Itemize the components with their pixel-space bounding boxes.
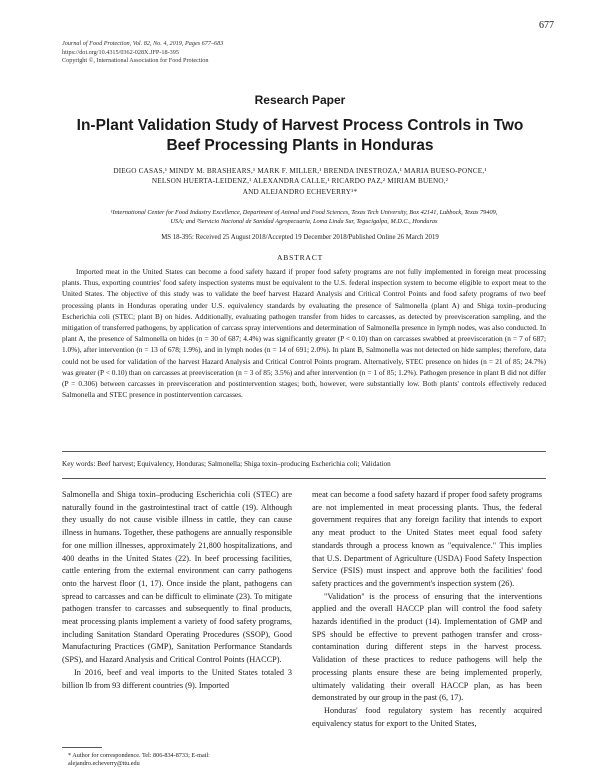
body-column-left (62, 489, 292, 692)
footnote-line-1: * Author for correspondence. Tel: 806-834-8733; E-mail: (68, 752, 210, 759)
abstract-text: Imported meat in the United States can become a food safety hazard if proper food safety programs are not fully implemented in foreign meat processing plants. Thus, exporting countries' food safety inspection systems must be equivalent to the U.S. federal inspection system to become eligible to export meat to the United States. The objective of this study was to validate the beef harvest Hazard Analysis and Critical Control Points and food safety programs of two beef processing plants in Honduras operating under U.S. equivalency standards by evaluating the presence of Salmonella (plant A) and Shiga toxin–producing Escherichia coli (STEC; plant B) on hides. Additionally, evaluating pathogen transfer from hides to carcasses, as detected by preevisceration sampling, and the mitigation of transferred pathogens, by application of carcass spray interventions and determination of Salmonella presence in lymph nodes, was also conducted. In plant A, the presence of Salmonella on hides (n = 30 of 687; 4.4%) was significantly greater (P < 0.10) than on carcasses swabbed at preevisceration (n = 7 of 687; 1.0%), after intervention (n = 13 of 678; 1.9%), and in lymph nodes (n = 14 of 691; 2.0%). In plant B, Salmonella was not detected on hide samples; therefore, data could not be used for validation of the harvest Hazard Analysis and Critical Control Points program. Alternatively, STEC presence on hides (n = 21 of 85; 24.7%) was greater (P < 0.10) than on carcasses at preevisceration (n = 3 of 85; 3.5%) and after intervention (n = 1 of 85; 1.2%). Pathogen presence in plant B did not differ (P = 0.306) between carcasses in preevisceration and postintervention stages; both, however, were substantially low. Both plants' controls effectively reduced Salmonella and STEC presence in postintervention carcasses. (62, 267, 546, 400)
honduras-paragraph: Honduras' food regulatory system has recently acquired equivalency status for export to the United States, (312, 705, 542, 728)
validation-paragraph: "Validation" is the process of ensuring that the interventions applied and the overall HACCP plan will control the food safety hazards identified in the product (14). Implementation of GMP and SPS should be effective to prevent pathogen transfer and cross-contamination during different steps in the harvest process. Validation of these practices to reduce pathogens will help the processing plants ensure these are being implemented properly, ultimately validating their overall HACCP plan, as has been demonstrated by our group in the past (6, 17). (312, 591, 542, 703)
intro-paragraph-1: Salmonella and Shiga toxin–producing Escherichia coli (STEC) are naturally found in the gastrointestinal tract of cattle (19). Although they usually do not cause visible illness in cattle, they can cause illness in humans. Together, these pathogens are annually responsible for one million illnesses, approximately 21,800 hospitalizations, and 400 deaths in the United States (22). In beef processing facilities, cattle entering from the external environment can carry pathogens onto the harvest floor (1, 17). Once inside the plant, pathogens can spread to carcasses and can be difficult to eliminate (23). To mitigate pathogen transfer to carcasses and subsequently to final products, meat processing plants implement a variety of food safety programs, including Sanitation Standard Operating Procedures (SSOP), Good Manufacturing Practices (GMP), Sanitation Performance Standards (SPS), and Hazard Analysis and Critical Control Points (HACCP). (62, 490, 292, 665)
authors-line-3: AND ALEJANDRO ECHEVERRY¹* (242, 187, 358, 196)
page-number: 677 (539, 20, 554, 31)
paper-title (60, 116, 540, 156)
body-column-right (312, 489, 542, 730)
author-list (70, 166, 530, 197)
body-paragraph-continued: meat can become a food safety hazard if proper food safety programs are not implemented in meat processing plants. Thus, the federal government requires that any foreign facility that intends to export any meat product to the United States meet equal food safety standards through a process known as "equivalence." This implies that U.S. Department of Agriculture (USDA) Food Safety Inspection Service (FSIS) must inspect and approve both the facilities' food safety practices and the government's inspection system (26). (312, 490, 542, 588)
affiliations (62, 209, 546, 226)
article-type: Research Paper (254, 93, 346, 107)
title-line-2: Beef Processing Plants in Honduras (166, 137, 434, 154)
abstract-heading: ABSTRACT (276, 253, 324, 262)
footnote-email[interactable]: alejandro.echeverry@ttu.edu (68, 760, 140, 767)
corresponding-author-footnote (68, 752, 298, 768)
abstract-divider-top (62, 451, 546, 452)
keywords: Key words: Beef harvest; Equivalency, Honduras; Salmonella; Shiga toxin–producing Escherichia coli; Validation (62, 460, 391, 468)
manuscript-dates: MS 18-395: Received 25 August 2018/Accepted 19 December 2018/Published Online 26 March 2019 (161, 234, 439, 241)
journal-meta (62, 40, 223, 66)
authors-line-1: DIEGO CASAS,¹ MINDY M. BRASHEARS,¹ MARK F. MILLER,¹ BRENDA INESTROZA,¹ MARIA BUESO-PONCE,¹ (113, 167, 487, 175)
title-line-1: In-Plant Validation Study of Harvest Process Controls in Two (76, 117, 524, 134)
intro-paragraph-2: In 2016, beef and veal imports to the United States totaled 3 billion lb from 93 different countries (9). Imported (62, 667, 292, 690)
journal-doi[interactable]: https://doi.org/10.4315/0362-028X.JFP-18-395 (62, 48, 179, 56)
journal-copyright: Copyright ©, International Association for Food Protection (62, 57, 209, 65)
affiliation-line-1: ¹International Center for Food Industry Excellence, Department of Animal and Food Sciences, Texas Tech University, Box 42141, Lubbock, Texas 79409, (110, 209, 498, 216)
abstract-divider-bottom (62, 478, 546, 479)
authors-line-2: NELSON HUERTA-LEIDENZ,¹ ALEXANDRA CALLE,¹ RICARDO PAZ,² MIRIAM BUENO,² (151, 177, 449, 186)
footnote-divider (62, 747, 102, 748)
affiliation-line-2: USA; and ²Servicio Nacional de Sanidad Agropecuaria, Loma Linda Sur, Tegucigalpa, M.D.C., Honduras (170, 217, 438, 225)
journal-citation: Journal of Food Protection, Vol. 82, No. 4, 2019, Pages 677–683 (62, 40, 224, 47)
